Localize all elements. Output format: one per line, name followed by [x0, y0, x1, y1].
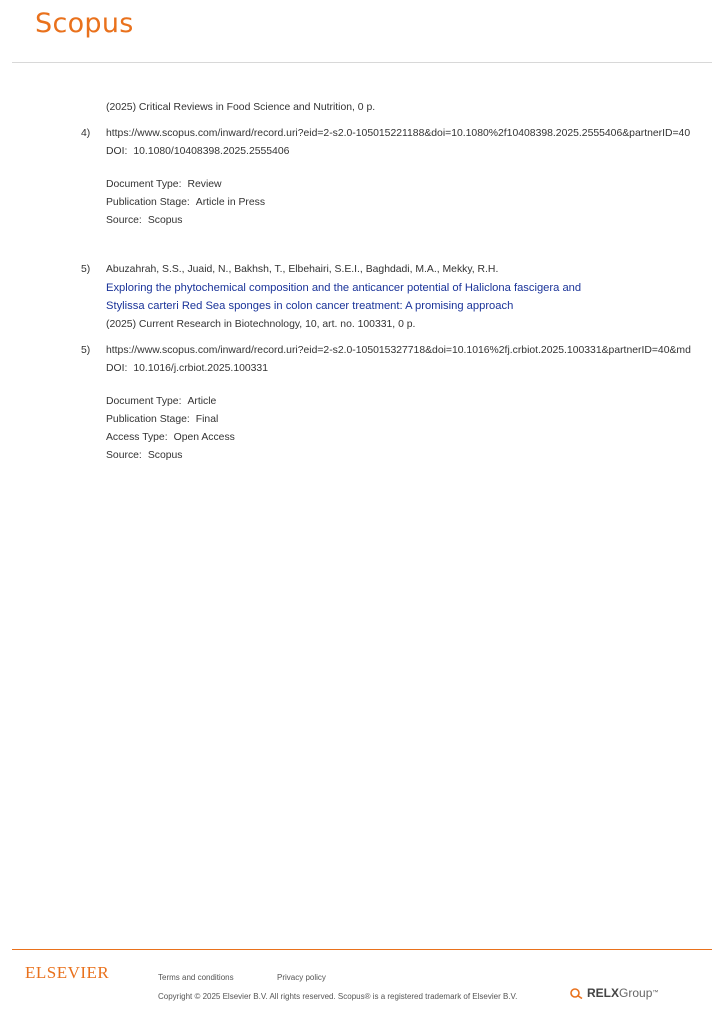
- doi-label: DOI:: [106, 363, 128, 374]
- entry-4-document-type: [106, 178, 222, 192]
- field-label: Source:: [106, 215, 142, 226]
- relx-group-text: Group: [619, 986, 653, 1000]
- field-label: Access Type:: [106, 432, 168, 443]
- field-value: Scopus: [147, 450, 183, 461]
- field-label: Source:: [106, 450, 142, 461]
- entry-5-url[interactable]: https://www.scopus.com/inward/record.uri?eid=2-s2.0-105015327718&doi=10.1016%2fj.crbiot.2025.100331&partnerID=40&md: [106, 345, 691, 356]
- entry-5-source: (2025) Current Research in Biotechnology, 10, art. no. 100331, 0 p.: [106, 319, 416, 330]
- relx-wordmark: RELX: [587, 986, 620, 1000]
- field-label: Publication Stage:: [106, 414, 190, 425]
- entry-5-title-line-2[interactable]: Stylissa carteri Red Sea sponges in colon cancer treatment: A promising approach: [106, 300, 514, 312]
- doi-label: DOI:: [106, 146, 128, 157]
- entry-5-source-db: [106, 449, 182, 463]
- entry-4-publication-stage: [106, 196, 265, 210]
- entry-5-number: 5): [81, 264, 91, 275]
- field-label: Publication Stage:: [106, 197, 190, 208]
- entry-4-number: 4): [81, 128, 91, 139]
- entry-5-authors: Abuzahrah, S.S., Juaid, N., Bakhsh, T., Elbehairi, S.E.I., Baghdadi, M.A., Mekky, R.H.: [106, 264, 499, 275]
- entry-5-doi: [106, 362, 268, 376]
- copyright-text: Copyright © 2025 Elsevier B.V. All rights reserved. Scopus® is a registered trademark of Elsevier B.V.: [158, 992, 518, 1001]
- field-value: Open Access: [173, 432, 235, 443]
- relx-logo[interactable]: [570, 986, 658, 1000]
- field-value: Article in Press: [195, 197, 266, 208]
- entry-4-source: [106, 214, 182, 228]
- doi-value[interactable]: 10.1016/j.crbiot.2025.100331: [133, 363, 268, 374]
- entry-4-url[interactable]: https://www.scopus.com/inward/record.uri?eid=2-s2.0-105015221188&doi=10.1080%2f10408398.2025.2555406&partnerID=40: [106, 128, 691, 139]
- field-value: Scopus: [147, 215, 183, 226]
- field-value: Final: [195, 414, 219, 425]
- entry-5-access-type: [106, 431, 235, 445]
- relx-trademark: ™: [652, 990, 659, 996]
- entry-5-publication-stage: [106, 413, 218, 427]
- relx-mark-icon: [570, 987, 584, 999]
- privacy-link[interactable]: Privacy policy: [277, 973, 326, 982]
- field-label: Document Type:: [106, 396, 182, 407]
- entry-3-source: (2025) Critical Reviews in Food Science and Nutrition, 0 p.: [106, 102, 376, 113]
- footer-divider: [12, 949, 712, 950]
- entry-5-url-number: 5): [81, 345, 91, 356]
- field-value: Review: [187, 179, 222, 190]
- elsevier-logo[interactable]: ELSEVIER: [25, 963, 110, 982]
- entry-4-doi: [106, 145, 289, 159]
- field-value: Article: [187, 396, 217, 407]
- terms-link[interactable]: Terms and conditions: [158, 973, 234, 982]
- field-label: Document Type:: [106, 179, 182, 190]
- doi-value[interactable]: 10.1080/10408398.2025.2555406: [133, 146, 290, 157]
- entry-5-title-line-1[interactable]: Exploring the phytochemical composition and the anticancer potential of Haliclona fascigera and: [106, 282, 582, 294]
- scopus-logo[interactable]: Scopus: [35, 8, 134, 39]
- entry-5-document-type: [106, 395, 216, 409]
